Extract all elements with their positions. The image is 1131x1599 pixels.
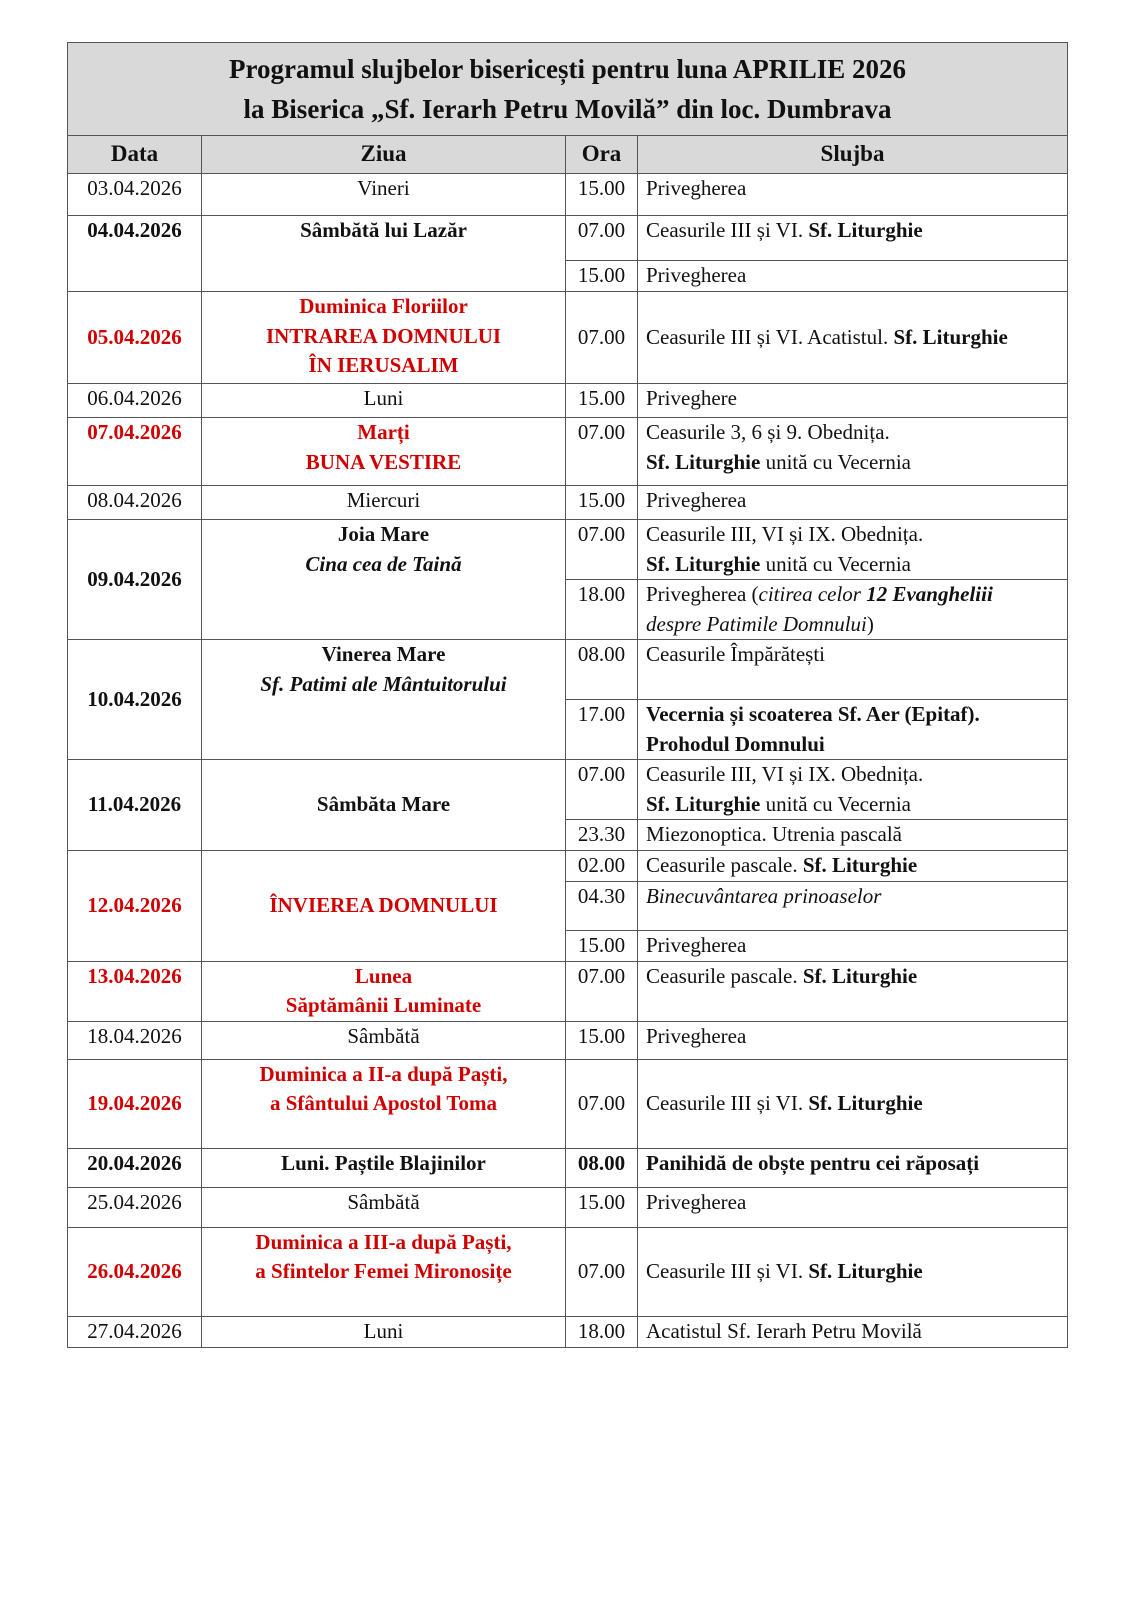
service-text: Ceasurile III și VI.	[646, 1258, 809, 1283]
day-cell: Luni	[202, 1316, 566, 1347]
day-line-2: a Sfântului Apostol Toma	[269, 1091, 497, 1115]
day-cell: Sâmbătă	[202, 1021, 566, 1059]
header-data: Data	[68, 136, 202, 174]
day-cell: Miercuri	[202, 486, 566, 520]
date-cell: 05.04.2026	[68, 292, 202, 384]
service-cell	[638, 580, 1068, 640]
service-cell: Privegherea	[638, 174, 1068, 216]
day-line-2: Sf. Patimi ale Mântuitorului	[260, 671, 507, 696]
time-cell: 02.00	[566, 851, 638, 882]
time-cell: 08.00	[566, 640, 638, 700]
service-cell: Binecuvântarea prinoaselor	[638, 881, 1068, 930]
day-cell: Sâmbătă	[202, 1187, 566, 1227]
time-cell: 08.00	[566, 1148, 638, 1187]
title-row	[68, 43, 1068, 136]
schedule-table	[67, 42, 1068, 1348]
service-italic: citirea celor	[758, 582, 867, 606]
time-cell: 23.30	[566, 820, 638, 851]
service-line-2	[646, 610, 1059, 640]
service-text: Ceasurile III, VI și IX. Obednița.	[646, 762, 924, 786]
service-cell: Miezonoptica. Utrenia pascală	[638, 820, 1068, 851]
service-italic-bold: 12 Evangheliii	[866, 582, 993, 606]
service-bold: Sf. Liturghie	[808, 218, 923, 242]
day-line-1: Duminica a III-a după Paști,	[255, 1229, 512, 1254]
date-cell: 04.04.2026	[68, 216, 202, 292]
service-cell: Acatistul Sf. Ierarh Petru Movilă	[638, 1316, 1068, 1347]
day-cell: Luni	[202, 384, 566, 418]
date-cell: 26.04.2026	[68, 1227, 202, 1316]
day-line-1: Vinerea Mare	[321, 642, 446, 666]
service-bold: Sf. Liturghie	[646, 449, 761, 474]
date-cell: 19.04.2026	[68, 1059, 202, 1148]
header-row	[68, 136, 1068, 174]
time-cell: 07.00	[566, 216, 638, 261]
table-row	[68, 1316, 1068, 1347]
service-cell: Ceasurile Împărătești	[638, 640, 1068, 700]
date-cell: 18.04.2026	[68, 1021, 202, 1059]
table-row	[68, 1187, 1068, 1227]
day-line-2: Cina cea de Taină	[305, 551, 462, 576]
day-line-1: Duminica Floriilor	[299, 294, 468, 318]
service-bold: Sf. Liturghie	[802, 963, 918, 988]
date-cell: 20.04.2026	[68, 1148, 202, 1187]
service-bold: Sf. Liturghie	[646, 791, 761, 816]
date-cell: 11.04.2026	[68, 760, 202, 851]
service-text: Ceasurile III și VI. Acatistul.	[646, 324, 894, 349]
date-cell: 13.04.2026	[68, 961, 202, 1021]
service-cell	[638, 961, 1068, 1021]
service-rest: unită cu Vecernia	[760, 551, 911, 576]
service-bold-2: Prohodul Domnului	[646, 731, 825, 756]
service-cell	[638, 1059, 1068, 1148]
service-bold: Sf. Liturghie	[808, 1258, 923, 1283]
title-line-2: la Biserica „Sf. Ierarh Petru Movilă” din loc. Dumbrava	[243, 94, 892, 124]
time-cell: 15.00	[566, 1021, 638, 1059]
service-text: Ceasurile III și VI.	[646, 218, 809, 242]
service-rest: unită cu Vecernia	[760, 449, 911, 474]
table-row	[68, 851, 1068, 882]
day-cell	[202, 520, 566, 640]
date-cell: 09.04.2026	[68, 520, 202, 640]
service-cell: Privegherea	[638, 930, 1068, 961]
table-row	[68, 961, 1068, 1021]
day-line-1: Duminica a II-a după Paști,	[259, 1061, 508, 1086]
time-cell: 18.00	[566, 1316, 638, 1347]
service-bold: Sf. Liturghie	[893, 324, 1008, 349]
time-cell: 07.00	[566, 1227, 638, 1316]
service-cell: Privegherea	[638, 261, 1068, 292]
time-cell: 07.00	[566, 1059, 638, 1148]
table-row	[68, 1148, 1068, 1187]
service-cell	[638, 700, 1068, 760]
service-cell	[638, 292, 1068, 384]
date-cell: 27.04.2026	[68, 1316, 202, 1347]
service-cell	[638, 418, 1068, 486]
date-cell: 06.04.2026	[68, 384, 202, 418]
table-row	[68, 292, 1068, 384]
day-line-2: Săptămânii Luminate	[285, 993, 482, 1017]
service-line-2	[646, 448, 1059, 478]
service-text: Ceasurile 3, 6 și 9. Obednița.	[646, 420, 890, 444]
day-line-2: BUNA VESTIRE	[305, 449, 462, 474]
service-cell	[638, 1227, 1068, 1316]
time-cell: 15.00	[566, 930, 638, 961]
service-bold: Sf. Liturghie	[646, 551, 761, 576]
table-row	[68, 216, 1068, 261]
time-cell: 17.00	[566, 700, 638, 760]
day-line-1: Marți	[357, 420, 410, 444]
page-title	[68, 43, 1068, 136]
header-ziua: Ziua	[202, 136, 566, 174]
schedule-sheet	[67, 42, 1067, 1348]
table-row	[68, 418, 1068, 486]
time-cell: 07.00	[566, 418, 638, 486]
day-line-3: ÎN IERUSALIM	[308, 353, 459, 377]
time-cell: 15.00	[566, 384, 638, 418]
service-line-1	[646, 580, 1059, 610]
service-text: Ceasurile pascale.	[646, 853, 803, 877]
service-close: )	[866, 611, 874, 636]
service-cell	[638, 520, 1068, 580]
date-cell: 03.04.2026	[68, 174, 202, 216]
service-bold: Sf. Liturghie	[808, 1090, 923, 1115]
table-row	[68, 640, 1068, 700]
service-italic-2: despre Patimile Domnului	[646, 611, 867, 636]
service-cell	[638, 760, 1068, 820]
table-row	[68, 486, 1068, 520]
service-cell: Privegherea	[638, 486, 1068, 520]
service-cell: Priveghere	[638, 384, 1068, 418]
time-cell: 18.00	[566, 580, 638, 640]
time-cell: 07.00	[566, 520, 638, 580]
date-cell: 12.04.2026	[68, 851, 202, 962]
day-line-1: Joia Mare	[337, 522, 430, 546]
service-text: Ceasurile pascale.	[646, 963, 803, 988]
day-line-2: INTRAREA DOMNULUI	[265, 323, 502, 348]
time-cell: 15.00	[566, 174, 638, 216]
time-cell: 15.00	[566, 486, 638, 520]
day-cell: ÎNVIEREA DOMNULUI	[202, 851, 566, 962]
time-cell: 07.00	[566, 961, 638, 1021]
day-cell	[202, 1059, 566, 1148]
table-row	[68, 174, 1068, 216]
table-row	[68, 1021, 1068, 1059]
day-cell	[202, 640, 566, 760]
time-cell: 15.00	[566, 261, 638, 292]
day-cell	[202, 292, 566, 384]
service-text: Ceasurile III și VI.	[646, 1090, 809, 1115]
service-text: Privegherea (	[646, 582, 759, 606]
day-cell	[202, 418, 566, 486]
time-cell: 04.30	[566, 881, 638, 930]
table-row	[68, 384, 1068, 418]
day-cell: Sâmbăta Mare	[202, 760, 566, 851]
service-line-2	[646, 550, 1059, 580]
header-ora: Ora	[566, 136, 638, 174]
service-rest: unită cu Vecernia	[760, 791, 911, 816]
table-row	[68, 520, 1068, 580]
service-bold-1: Vecernia și scoaterea Sf. Aer (Epitaf).	[646, 702, 980, 726]
table-row	[68, 1227, 1068, 1316]
day-cell	[202, 961, 566, 1021]
title-line-1: Programul slujbelor bisericești pentru luna APRILIE 2026	[229, 54, 907, 84]
date-cell: 25.04.2026	[68, 1187, 202, 1227]
service-cell: Privegherea	[638, 1187, 1068, 1227]
service-cell	[638, 216, 1068, 261]
service-cell: Panihidă de obște pentru cei răposați	[638, 1148, 1068, 1187]
day-line-2: a Sfintelor Femei Mironosițe	[255, 1259, 512, 1283]
time-cell: 15.00	[566, 1187, 638, 1227]
day-cell: Sâmbătă lui Lazăr	[202, 216, 566, 292]
date-cell: 07.04.2026	[68, 418, 202, 486]
service-text: Ceasurile III, VI și IX. Obednița.	[646, 522, 924, 546]
time-cell: 07.00	[566, 292, 638, 384]
service-line-2	[646, 790, 1059, 820]
table-row	[68, 1059, 1068, 1148]
service-cell: Privegherea	[638, 1021, 1068, 1059]
date-cell: 08.04.2026	[68, 486, 202, 520]
service-bold: Sf. Liturghie	[802, 853, 918, 877]
day-line-1: Lunea	[354, 963, 413, 988]
date-cell: 10.04.2026	[68, 640, 202, 760]
time-cell: 07.00	[566, 760, 638, 820]
table-row	[68, 760, 1068, 820]
day-cell: Vineri	[202, 174, 566, 216]
service-cell	[638, 851, 1068, 882]
day-cell	[202, 1227, 566, 1316]
header-slujba: Slujba	[638, 136, 1068, 174]
day-cell: Luni. Paștile Blajinilor	[202, 1148, 566, 1187]
